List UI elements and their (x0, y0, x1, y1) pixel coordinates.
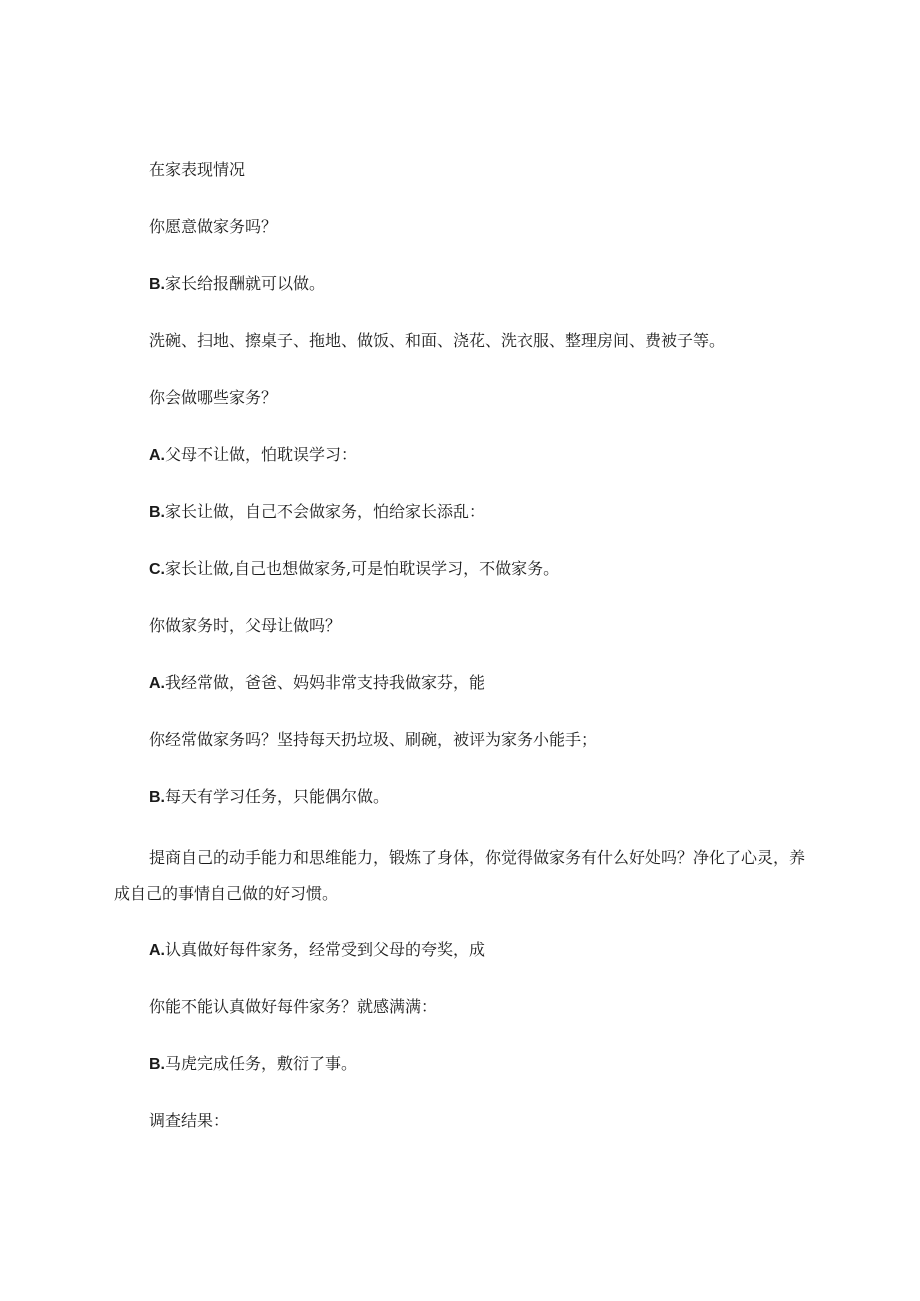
question-serious (149, 997, 437, 1017)
option-b-reward (149, 274, 325, 295)
question-text: 你做家务时，父母让做吗？ (149, 616, 342, 635)
option-text: 我经常做，爸爸、妈妈非常支持我做家芬，能 (165, 673, 486, 692)
option-text: 家长让做,自己也想做家务,可是怕耽误学习，不做家务。 (165, 559, 560, 578)
option-letter: A. (149, 675, 165, 692)
question-text: 你会做哪些家务？ (149, 388, 278, 407)
option-letter: A. (149, 942, 165, 959)
option-letter: B. (149, 789, 165, 806)
question-text: 你愿意做家务吗？ (149, 217, 278, 236)
option-c-delay-study (149, 559, 559, 580)
chores-list-text: 洗碗、扫地、擦桌子、拖地、做饭、和面、浇花、洗衣服、整理房间、费被子等。 (149, 331, 726, 350)
option-letter: B. (149, 504, 165, 521)
question-which-chores (149, 388, 277, 408)
question-parents-let (149, 616, 341, 636)
option-text: 家长给报酬就可以做。 (165, 274, 326, 293)
option-b-careless (149, 1054, 357, 1075)
option-b-cannot-do (149, 502, 485, 523)
question-text: 你经常做家务吗？坚持每天扔垃圾、刷碗，被评为家务小能手； (149, 730, 598, 749)
option-letter: B. (149, 276, 165, 293)
option-a-often (149, 673, 485, 694)
question-willing (149, 217, 277, 237)
survey-result-label (149, 1111, 229, 1131)
benefit-paragraph: 提商自己的动手能力和思维能力，锻炼了身体，你觉得做家务有什么好处吗？净化了心灵，养成自己的事情自己做的好习惯。 (114, 848, 806, 903)
option-text: 父母不让做，怕耽误学习： (165, 445, 358, 464)
question-often (149, 730, 597, 750)
survey-result-text: 调查结果： (149, 1111, 230, 1130)
option-letter: C. (149, 561, 165, 578)
option-text: 马虎完成任务，敷衍了事。 (165, 1054, 358, 1073)
option-text: 每天有学习任务，只能偶尔做。 (165, 787, 390, 806)
option-a-serious (149, 940, 485, 961)
option-text: 认真做好每件家务，经常受到父母的夸奖，成 (165, 940, 486, 959)
option-text: 家长让做，自己不会做家务，怕给家长添乱： (165, 502, 486, 521)
option-letter: A. (149, 447, 165, 464)
question-text: 你能不能认真做好每件家务？就感满满： (149, 997, 438, 1016)
chores-list (149, 331, 725, 351)
section-title-text: 在家表现情况 (149, 160, 246, 179)
option-b-occasionally (149, 787, 389, 808)
section-title (149, 160, 245, 180)
option-a-parents-forbid (149, 445, 357, 466)
option-letter: B. (149, 1056, 165, 1073)
